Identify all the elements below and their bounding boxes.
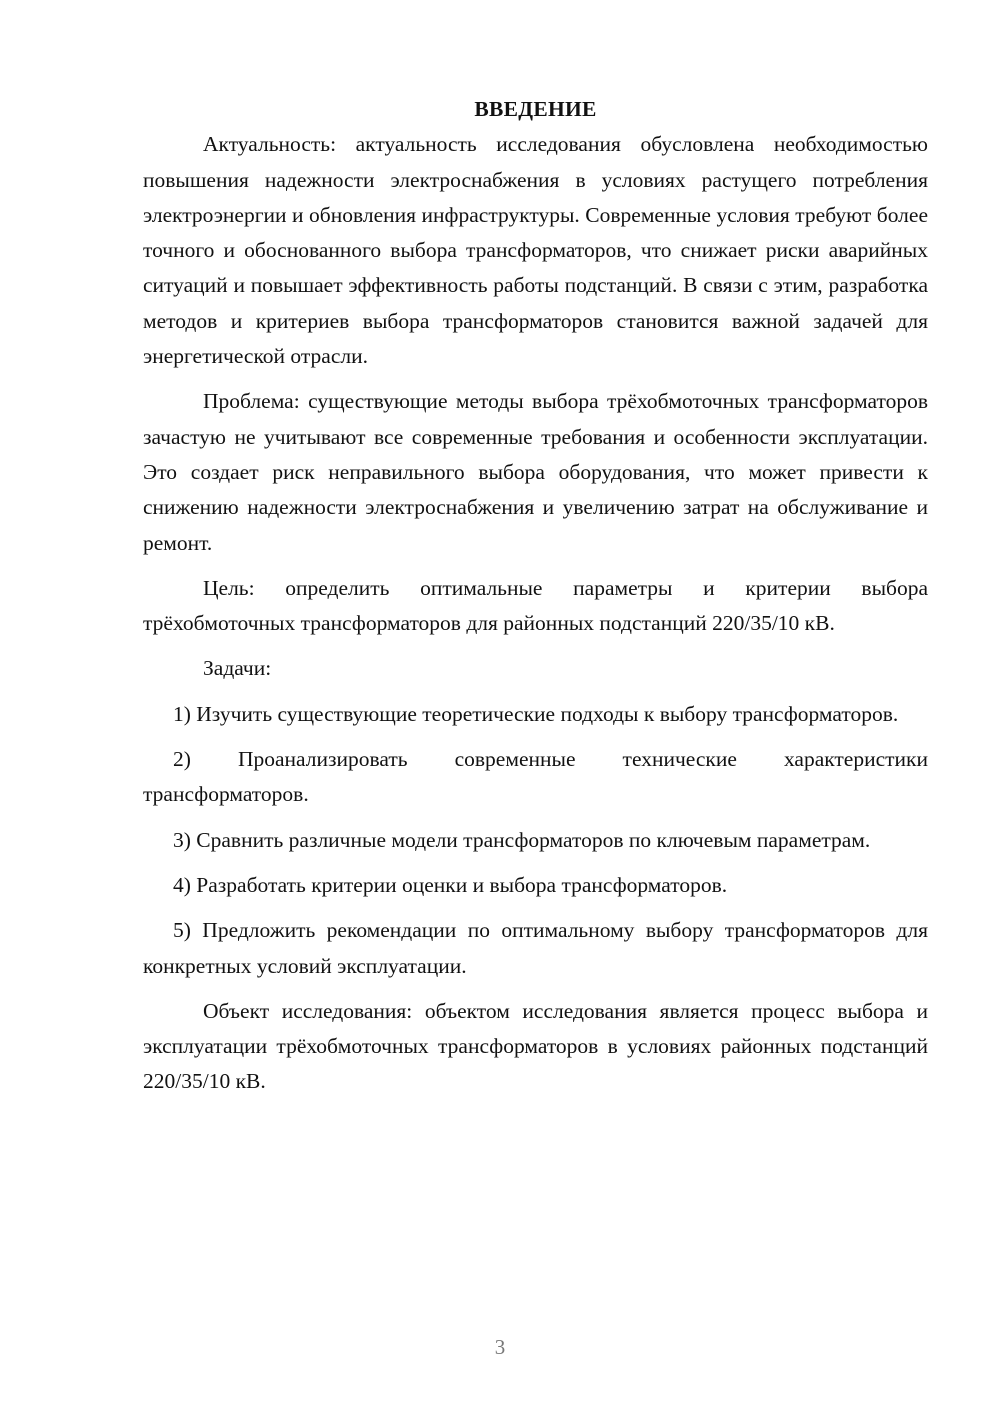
paragraph-relevance: Актуальность: актуальность исследования обусловлена необходимостью повышения надежности электроснабжения в условиях растущего потребления электроэнергии и обновления инфраструктуры. Современные условия требуют более точного и обоснованного выбора трансформаторов, что снижает риски аварийных ситуаций и повышает эффективность работы подстанций. В связи с этим, разработка методов и критериев выбора трансформаторов становится важной задачей для энергетической отрасли. [143, 132, 928, 369]
task-item-3: 3) Сравнить различные модели трансформаторов по ключевым параметрам. [173, 827, 871, 852]
paragraph-problem: Проблема: существующие методы выбора трёхобмоточных трансформаторов зачастую не учитывают все современные требования и особенности эксплуатации. Это создает риск неправильного выбора оборудования, что может привести к снижению надежности электроснабжения и увеличению затрат на обслуживание и ремонт. [143, 389, 928, 555]
paragraph-tasks-heading: Задачи: [203, 656, 272, 681]
paragraph-research-object: Объект исследования: объектом исследования является процесс выбора и эксплуатации трёхобмоточных трансформаторов в условиях районных подстанций 220/35/10 кВ. [143, 998, 928, 1094]
section-title: ВВЕДЕНИЕ [474, 97, 597, 121]
page-content [143, 92, 928, 1100]
task-item-2: 2) Проанализировать современные технические характеристики трансформаторов. [143, 747, 928, 807]
paragraph-goal: Цель: определить оптимальные параметры и критерии выбора трёхобмоточных трансформаторов для районных подстанций 220/35/10 кВ. [143, 575, 928, 636]
task-item-1: 1) Изучить существующие теоретические подходы к выбору трансформаторов. [173, 701, 899, 726]
task-item-5: 5) Предложить рекомендации по оптимальному выбору трансформаторов для конкретных условий эксплуатации. [143, 918, 928, 978]
page-number: 3 [494, 1335, 506, 1359]
task-item-4: 4) Разработать критерии оценки и выбора трансформаторов. [173, 872, 728, 897]
